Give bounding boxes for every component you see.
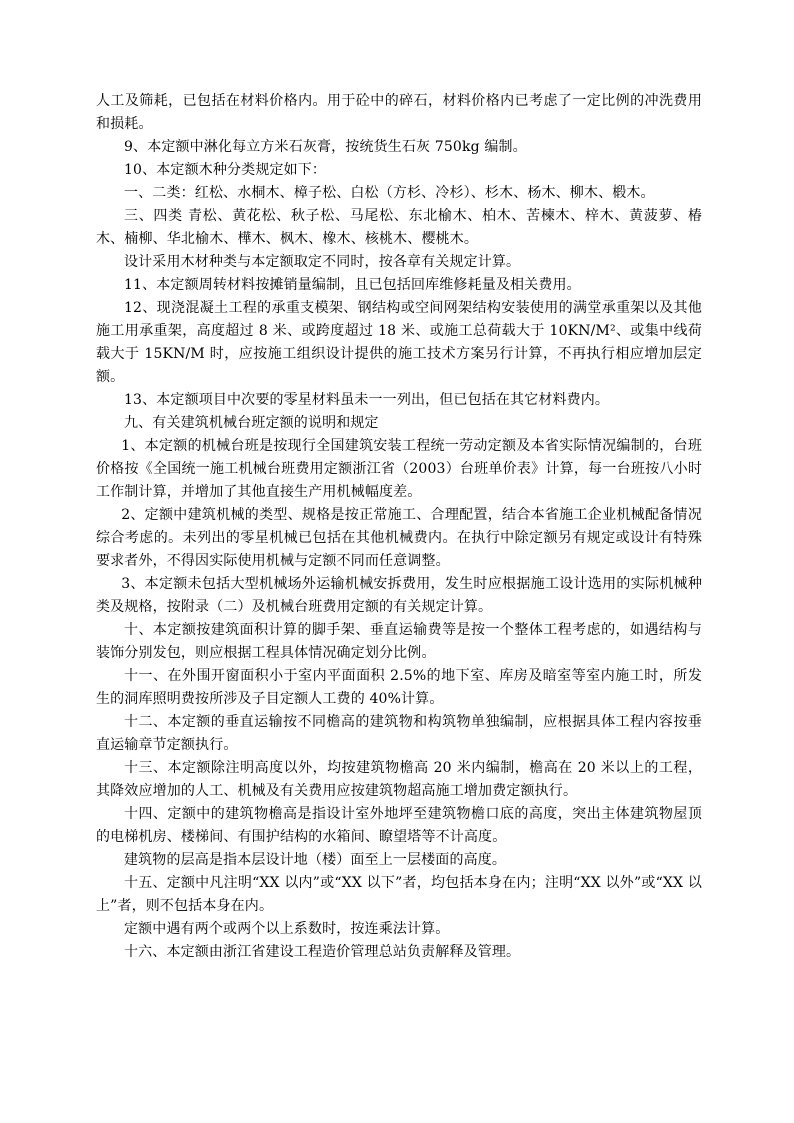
paragraph-machinery-3: 3、本定额未包括大型机械场外运输机械安拆费用，发生时应根据施工设计选用的实际机械种类及规格，按附录（二）及机械台班费用定额的有关规定计算。 [96, 576, 702, 615]
paragraph-section-13: 十三、本定额除注明高度以外，均按建筑物檐高 20 米内编制，檐高在 20 米以上的工程，其降效应增加的人工、机械及有关费用应按建筑物超高施工增加费定额执行。 [96, 760, 702, 799]
paragraph-section-12: 十二、本定额的垂直运输按不同檐高的建筑物和构筑物单独编制，应根据具体工程内容按垂直运输章节定额执行。 [96, 714, 702, 753]
paragraph-section-10: 十、本定额按建筑面积计算的脚手架、垂直运输费等是按一个整体工程考虑的，如遇结构与装饰分别发包，则应根据工程具体情况确定划分比例。 [96, 622, 702, 661]
paragraph-item-13: 13、本定额项目中次要的零星材料虽未一一列出，但已包括在其它材料费内。 [124, 392, 610, 408]
paragraph-wood-class-1-2: 一、二类：红松、水桐木、樟子松、白松（方杉、冷杉）、杉木、杨木、柳木、椴木。 [124, 185, 655, 201]
paragraph-materials-loss: 人工及筛耗，已包括在材料价格内。用于砼中的碎石，材料价格内已考虑了一定比例的冲洗费用和损耗。 [96, 93, 702, 132]
section-heading-machinery: 九、有关建筑机械台班定额的说明和规定 [124, 415, 379, 431]
paragraph-section-16: 十六、本定额由浙江省建设工程造价管理总站负责解释及管理。 [124, 944, 521, 960]
paragraph-section-14: 十四、定额中的建筑物檐高是指设计室外地坪至建筑物檐口底的高度，突出主体建筑物屋顶的电梯机房、楼梯间、有围护结构的水箱间、瞭望塔等不计高度。 [96, 806, 702, 845]
paragraph-coefficient-note: 定额中遇有两个或两个以上系数时，按连乘法计算。 [124, 921, 450, 937]
paragraph-floor-height: 建筑物的层高是指本层设计地（楼）面至上一层楼面的高度。 [124, 852, 507, 868]
paragraph-item-12: 12、现浇混凝土工程的承重支模架、钢结构或空间网架结构安装使用的满堂承重架以及其他施工用承重架，高度超过 8 米、或跨度超过 18 米、或施工总荷载大于 10KN/M²、或集中线荷载大于 15KN/M 时，应按施工组织设计提供的施工技术方案另行计算，不再执行相应增加层定额。 [96, 300, 702, 385]
paragraph-section-11: 十一、在外围开窗面积小于室内平面面积 2.5%的地下室、库房及暗室等室内施工时，所发生的洞库照明费按所涉及子目定额人工费的 40%计算。 [96, 668, 702, 707]
paragraph-item-10: 10、本定额木种分类规定如下： [124, 162, 327, 178]
paragraph-machinery-1: 1、本定额的机械台班是按现行全国建筑安装工程统一劳动定额及本省实际情况编制的，台班价格按《全国统一施工机械台班费用定额浙江省（2003）台班单价表》计算，每一台班按八小时工作制计算，并增加了其他直接生产用机械幅度差。 [96, 438, 702, 500]
paragraph-wood-design-note: 设计采用木材种类与本定额取定不同时，按各章有关规定计算。 [124, 254, 521, 270]
document-page [96, 90, 702, 964]
paragraph-item-9: 9、本定额中淋化每立方米石灰膏，按统货生石灰 750kg 编制。 [124, 139, 527, 155]
paragraph-machinery-2: 2、定额中建筑机械的类型、规格是按正常施工、合理配置，结合本省施工企业机械配备情况综合考虑的。未列出的零星机械已包括在其他机械费内。在执行中除定额另有规定或设计有特殊要求者外，不得因实际使用机械与定额不同而任意调整。 [96, 507, 702, 569]
paragraph-item-11: 11、本定额周转材料按摊销量编制，且已包括回库维修耗量及相关费用。 [124, 277, 581, 293]
paragraph-wood-class-3-4: 三、四类 青松、黄花松、秋子松、马尾松、东北榆木、柏木、苦楝木、梓木、黄菠萝、椿木、楠柳、华北榆木、樺木、枫木、橡木、核桃木、樱桃木。 [96, 208, 702, 247]
paragraph-section-15: 十五、定额中凡注明“XX 以内”或“XX 以下”者，均包括本身在内；注明“XX 以外”或“XX 以上”者，则不包括本身在内。 [96, 875, 702, 914]
